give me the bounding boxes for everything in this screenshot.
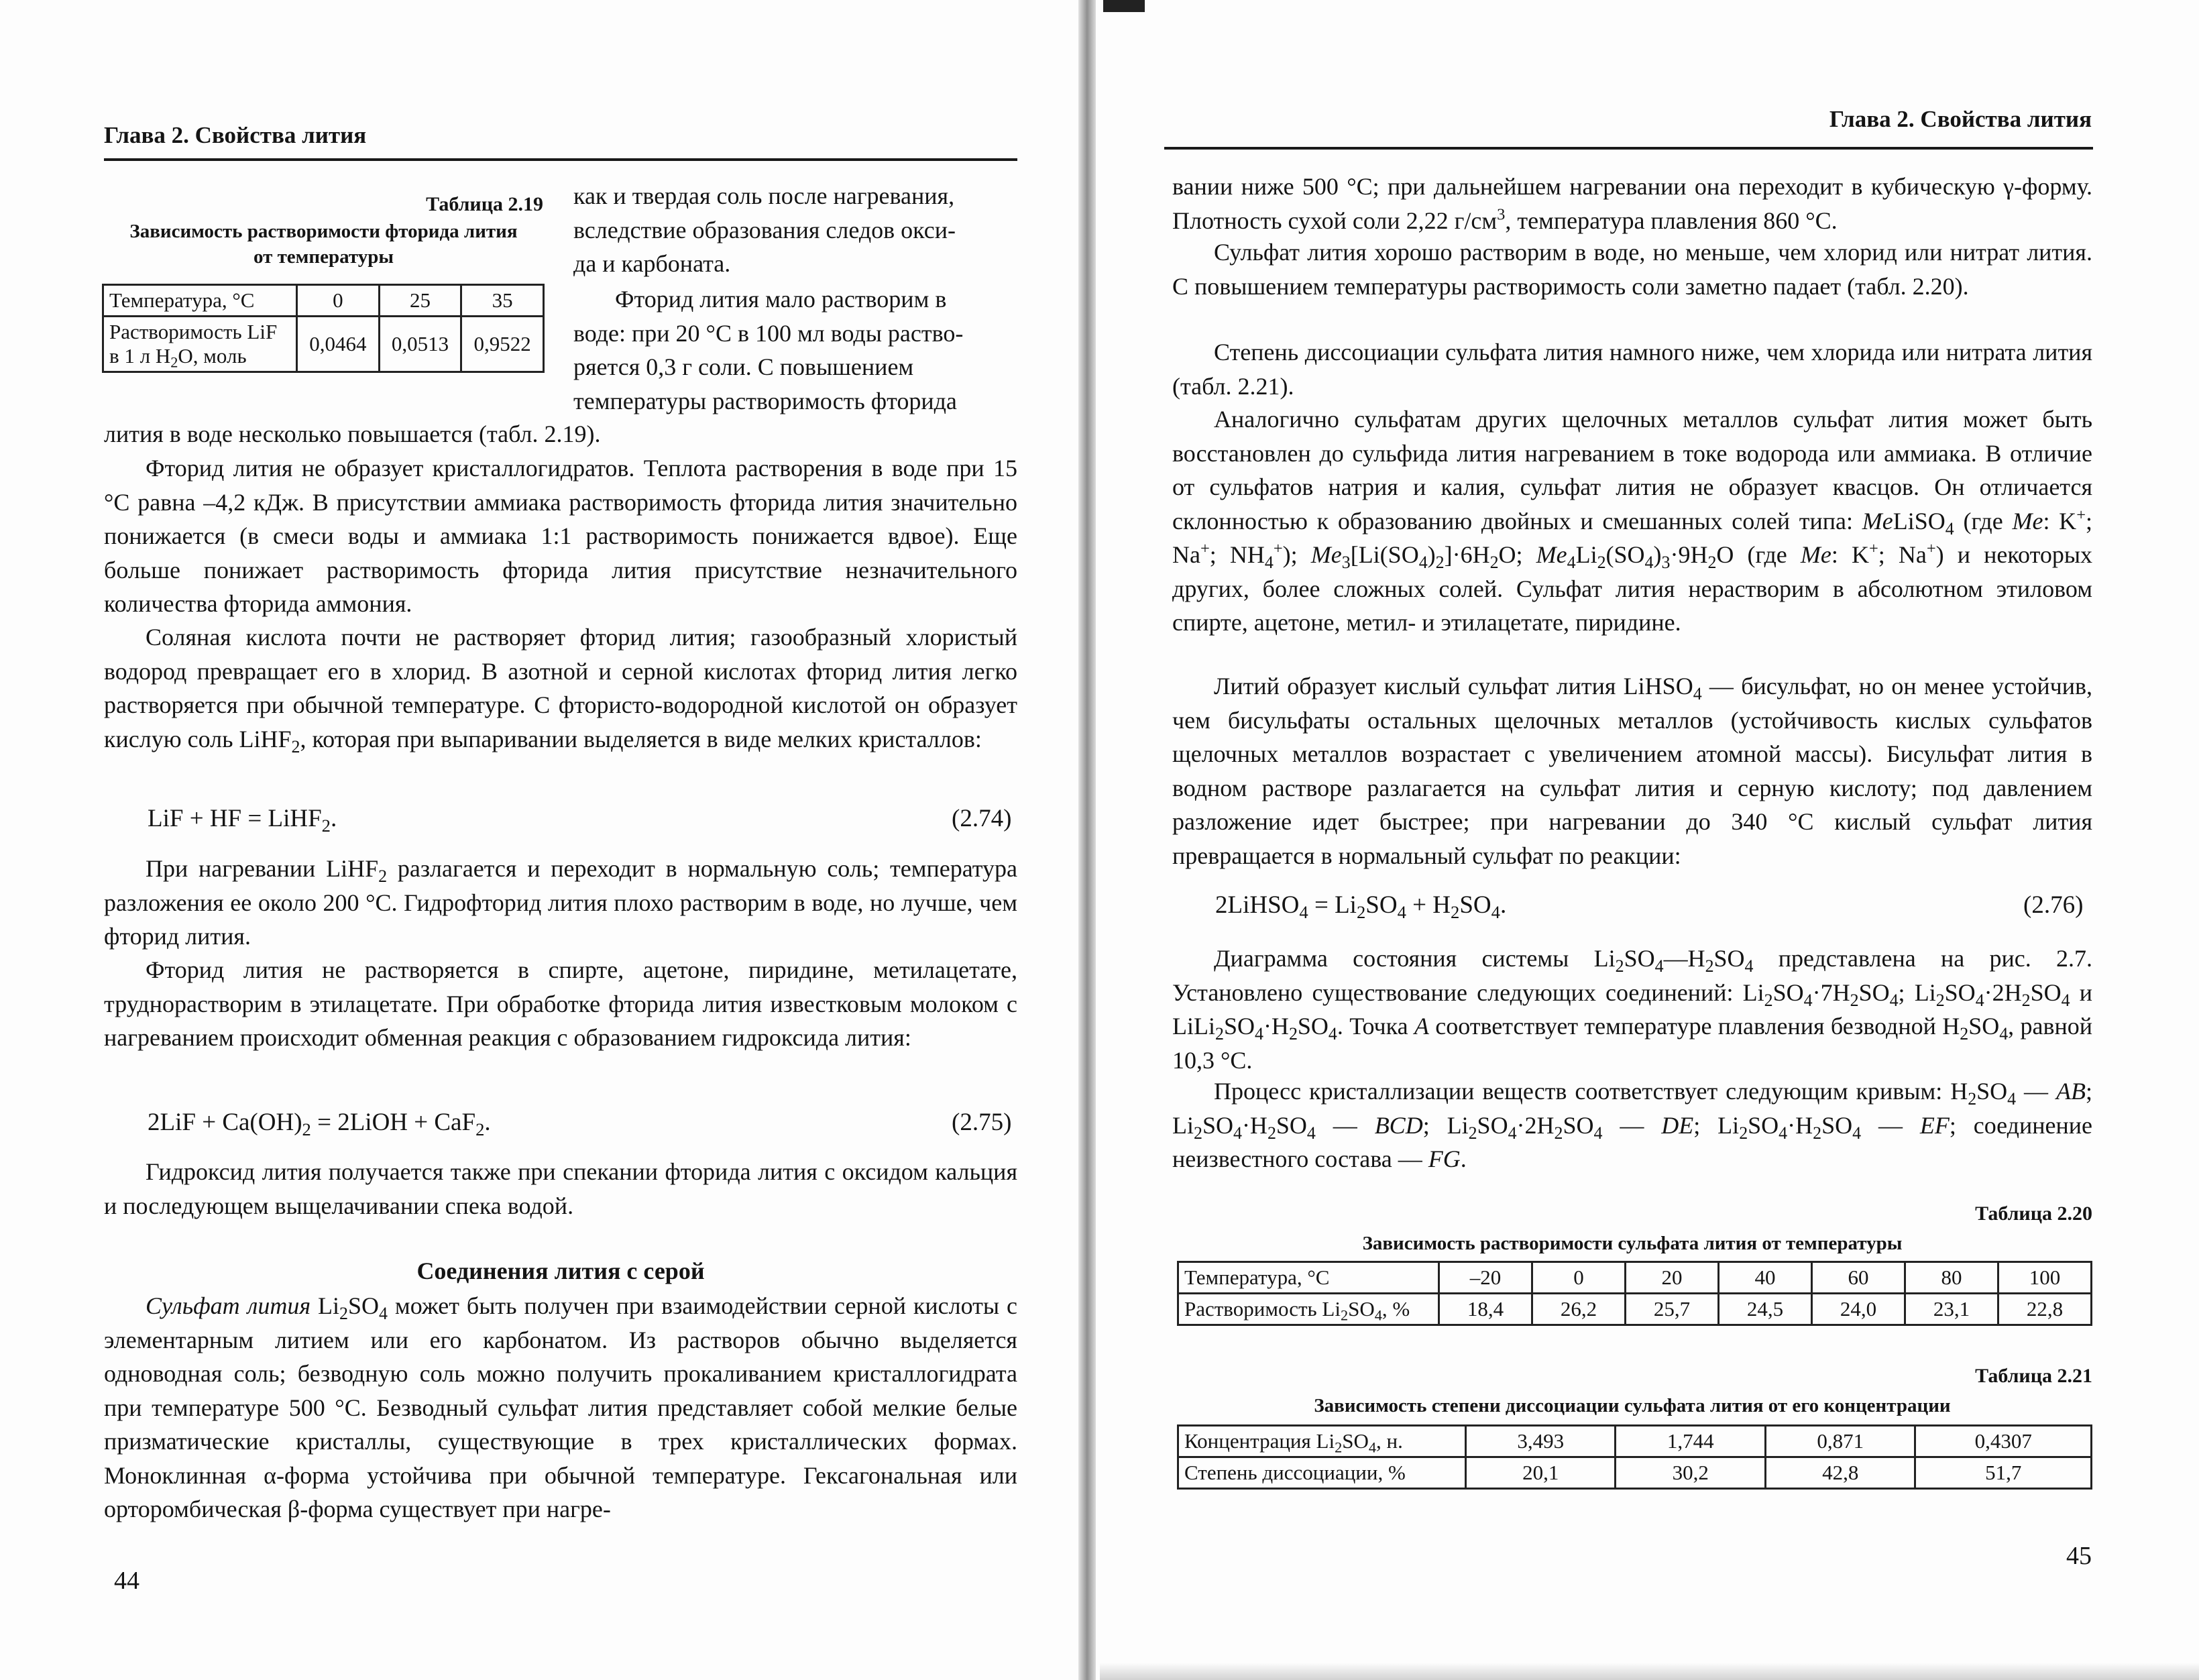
table-cell: 20 <box>1626 1262 1719 1294</box>
text-span: Соляная кислота почти не растворяет фторид лития; газообразный хлористый водород превращает его в хлорид. В азотной и серной кислотах фторид лития легко растворяется при обычной температуре. С фтористо-водородной кислотой он образует кислую соль LiHF <box>104 624 1017 752</box>
equation-2-74-number: (2.74) <box>952 805 1012 832</box>
table-cell: 60 <box>1812 1262 1905 1294</box>
paragraph-r5 <box>1172 669 2092 873</box>
subscript: 4 <box>1889 990 1899 1010</box>
table-cell: 0,0513 <box>379 317 461 372</box>
text-span: SO <box>1968 1013 2000 1040</box>
text-span: ·H <box>1263 1013 1289 1040</box>
subscript: 4 <box>1654 956 1664 976</box>
subscript: 2 <box>1468 1123 1477 1143</box>
text-line: Фторид лития мало растворим в <box>615 286 947 313</box>
text-span: O (где <box>1716 541 1801 568</box>
emphasis: Me <box>1800 541 1831 568</box>
text-span: — <box>2016 1078 2056 1105</box>
text-span: SO <box>1713 945 1745 972</box>
subscript: 4 <box>1233 1123 1242 1143</box>
eq-part: = Li <box>1308 891 1357 919</box>
table-2-19-row1-label: Температура, °C <box>103 285 297 317</box>
table-cell: 0,4307 <box>1915 1426 2092 1457</box>
table-cell: 51,7 <box>1915 1457 2092 1489</box>
text-span: ·H <box>1787 1111 1813 1139</box>
text-span: : K <box>1831 541 1869 568</box>
text-span: SO <box>1276 1111 1307 1139</box>
text-span: ·2H <box>1984 978 2022 1006</box>
text-span: SO <box>1223 1013 1255 1040</box>
text-span: SO <box>1297 1013 1329 1040</box>
subscript: 2 <box>1813 1123 1822 1143</box>
superscript: + <box>2076 506 2086 524</box>
paragraph-r1 <box>1172 170 2092 237</box>
table-cell: 3,493 <box>1466 1426 1616 1457</box>
subscript: 2 <box>1960 1023 1969 1044</box>
table-2-19-title-line2: от температуры <box>253 246 394 268</box>
text-span: SO <box>2030 978 2062 1006</box>
text-span: , которая при выпаривании выделяется в виде мелких кристаллов: <box>300 725 982 752</box>
eq-part: . <box>330 805 337 832</box>
table-cell: 1,744 <box>1616 1426 1765 1457</box>
text-line: да и карбоната. <box>573 250 731 277</box>
eq-part: 2LiF + Ca(OH) <box>148 1109 302 1136</box>
text-span: SO <box>1477 1111 1508 1139</box>
table-cell: 30,2 <box>1616 1457 1765 1489</box>
text-span: , равной 10,3 °C. <box>1172 1013 2092 1074</box>
section-title: Соединения лития с серой <box>416 1257 705 1284</box>
text-span: Li <box>1575 541 1597 568</box>
text-span: SO <box>1821 1111 1853 1139</box>
subscript: 4 <box>1306 1123 1316 1143</box>
subscript: 4 <box>1508 1123 1517 1143</box>
subscript: 2 <box>1489 552 1499 572</box>
text-span: SO <box>1748 1111 1779 1139</box>
emphasis: Me <box>2012 507 2043 535</box>
text-span: SO <box>1624 945 1655 972</box>
equation-2-76 <box>1215 891 1507 922</box>
table-row <box>1178 1457 2092 1489</box>
emphasis: Me <box>1862 507 1893 535</box>
eq-part: SO <box>1459 891 1491 919</box>
subscript: 2 <box>1705 956 1714 976</box>
text-span: (где <box>1954 507 2013 535</box>
emphasis: Me <box>1536 541 1567 568</box>
text-span: , температура плавления 860 °C. <box>1505 207 1838 234</box>
text-span: Процесс кристаллизации веществ соответствует следующим кривым: H <box>1214 1078 1968 1105</box>
superscript: + <box>1868 539 1878 558</box>
superscript: + <box>1926 539 1936 558</box>
text-span: (SO <box>1605 541 1645 568</box>
subscript: 2 <box>1194 1123 1202 1143</box>
text-span: SO <box>1944 978 1976 1006</box>
text-span: ; Li <box>1693 1111 1740 1139</box>
text-span: SO <box>1976 1078 2008 1105</box>
text-span: SO <box>1772 978 1804 1006</box>
text-span: может быть получен при взаимодействии серной кислоты с элементарным литием или его карбонатом. Из растворов обычно выделяется одноводная соль; безводную соль можно получить прокаливанием кристаллогидрата при температуре 500 °C. Безводный сульфат лития представляет собой мелкие белые призматические кристаллы, существующие в трех кристаллических формах. Моноклинная α-форма устойчива при обычной температуре. Гексагональная или орторомбическая β-форма существует при нагре- <box>104 1292 1018 1522</box>
text-span: [Li(SO <box>1350 541 1419 568</box>
subscript: 2 <box>1288 1023 1298 1044</box>
subscript: 2 <box>1850 990 1859 1010</box>
text-span: разлагается и переходит в нормальную соль; температура разложения ее около 200 °C. Гидрофторид лития плохо растворим в воде, но лучше, чем фторид лития. <box>104 855 1018 950</box>
table-2-20-row1-label: Температура, °C <box>1178 1262 1439 1294</box>
subscript: 2 <box>1739 1123 1748 1143</box>
paragraph-3: Фторид лития не образует кристаллогидратов. Теплота растворения в воде при 15 °C равна –4,2 кДж. В присутствии аммиака растворимость фторида лития значительно понижается (в смеси воды и аммиака 1:1 растворимость понижается вдвое). Еще больше понижает растворимость фторида лития присутствие незначительного количества фторида аммония. <box>104 455 1017 617</box>
left-page <box>0 0 1086 1680</box>
subscript: 4 <box>1254 1023 1263 1044</box>
emphasis: A <box>1414 1013 1429 1040</box>
table-2-19 <box>102 284 545 373</box>
subscript: 2 <box>378 866 388 886</box>
paragraph-8 <box>104 1289 1017 1526</box>
right-header-rule <box>1164 147 2093 150</box>
text-line: ряется 0,3 г соли. С повышением <box>573 353 914 380</box>
table-cell: 22,8 <box>1998 1294 2092 1325</box>
table-cell: 80 <box>1905 1262 1998 1294</box>
table-2-21-number: Таблица 2.21 <box>1975 1365 2092 1387</box>
subscript: 4 <box>1299 901 1308 922</box>
subscript: 4 <box>1744 956 1754 976</box>
text-span: LiSO <box>1893 507 1946 535</box>
text-span: ) <box>1427 541 1436 568</box>
paragraph-r3: Степень диссоциации сульфата лития намного ниже, чем хлорида или нитрата лития (табл. 2.21). <box>1172 339 2092 400</box>
text-span: ]·6H <box>1444 541 1490 568</box>
emphasis: BCD <box>1374 1111 1423 1139</box>
left-running-header: Глава 2. Свойства лития <box>104 122 367 148</box>
text-span: ·2H <box>1516 1111 1555 1139</box>
subscript: 4 <box>1264 552 1274 572</box>
paragraph-2 <box>573 282 1017 418</box>
label-part: , % <box>1382 1297 1410 1321</box>
subscript: 2 <box>302 1119 311 1139</box>
table-cell: 26,2 <box>1532 1294 1626 1325</box>
subscript: 2 <box>1435 552 1445 572</box>
text-span: ) <box>1653 541 1662 568</box>
table-row <box>1178 1262 2092 1294</box>
subscript: 2 <box>1335 1439 1343 1456</box>
text-span: ; Li <box>1172 1078 2092 1139</box>
subscript: 2 <box>1707 552 1717 572</box>
subscript: 2 <box>291 736 300 757</box>
subscript: 4 <box>1945 518 1954 539</box>
table-2-19-row2-label <box>103 317 297 372</box>
text-span: ·9H <box>1670 541 1708 568</box>
text-span: При нагревании LiHF <box>146 855 379 882</box>
emphasis: EF <box>1919 1111 1950 1139</box>
table-row <box>103 317 544 372</box>
table-2-21-title: Зависимость степени диссоциации сульфата лития от его концентрации <box>1314 1395 1951 1416</box>
table-2-20-title: Зависимость растворимости сульфата лития от температуры <box>1362 1233 1903 1254</box>
text-span: — бисульфат, но он менее устойчив, чем бисульфаты остальных щелочных металлов (устойчивость кислых сульфатов щелочных металлов возрастает с увеличением атомной массы). Бисульфат лития в водном растворе разлагается на сульфат лития и серную кислоту; под давлением разложение идет быстрее; при нагревании до 340 °C кислый сульфат лития превращается в нормальный сульфат по реакции: <box>1172 673 2092 869</box>
subscript: 4 <box>1779 1123 1788 1143</box>
table-cell: 24,0 <box>1812 1294 1905 1325</box>
subscript: 4 <box>1328 1023 1337 1044</box>
paragraph-r2: Сульфат лития хорошо растворим в воде, но меньше, чем хлорид или нитрат лития. С повышением температуры растворимость соли заметно падает (табл. 2.20). <box>1172 239 2092 300</box>
eq-part: = 2LiOH + CaF <box>311 1109 476 1136</box>
superscript: + <box>1200 539 1210 558</box>
table-cell: 20,1 <box>1466 1457 1616 1489</box>
subscript: 4 <box>1999 1023 2009 1044</box>
subscript: 2 <box>1764 990 1773 1010</box>
equation-2-75-number: (2.75) <box>952 1109 1012 1136</box>
subscript: 2 <box>1597 552 1606 572</box>
subscript: 2 <box>2021 990 2031 1010</box>
table-cell: –20 <box>1439 1262 1532 1294</box>
text-span: SO <box>1563 1111 1594 1139</box>
paragraph-6: Фторид лития не растворяется в спирте, ацетоне, пиридине, метилацетате, труднорастворим в этилацетате. При обработке фторида лития известковым молоком с нагреванием происходит обменная реакция с образованием гидроксида лития: <box>104 956 1017 1051</box>
subscript: 4 <box>1418 552 1428 572</box>
subscript: 4 <box>1693 683 1702 704</box>
paragraph-4 <box>104 620 1017 756</box>
eq-part: . <box>484 1109 491 1136</box>
table-cell: 0,871 <box>1765 1426 1915 1457</box>
table-2-21-row2-label: Степень диссоциации, % <box>1178 1457 1466 1489</box>
eq-part: LiF + HF = LiHF <box>148 805 322 832</box>
subscript: 2 <box>1340 1306 1349 1324</box>
subscript: 2 <box>1554 1123 1563 1143</box>
subscript: 2 <box>1451 901 1460 922</box>
text-span: O; <box>1498 541 1536 568</box>
paragraph-r6: Диаграмма состояния системы $Li_2SO_4—H_2SO_4$ представлена на рис. 2.7. Установлено существование следующих соединений: $Li_2SO_4\cdot 7H_2SO_4$; $Li_2SO_4\cdot 2H_2SO_4$ и $LiLi_2SO_4\cdot H_2SO_4$. Точка A соответствует температуре плавления безводной $H_2SO_4$, равной 10,3 °C. <box>1172 945 2092 1074</box>
table-row <box>1178 1426 2092 1457</box>
text-span: — <box>1315 1111 1375 1139</box>
table-cell: 40 <box>1719 1262 1812 1294</box>
subscript: 2 <box>321 815 331 836</box>
text-span: Диаграмма состояния системы Li <box>1214 945 1616 972</box>
text-span: Li <box>311 1292 340 1319</box>
subscript: 4 <box>1593 1123 1603 1143</box>
subscript: 4 <box>1397 901 1406 922</box>
text-span: ; Li <box>1898 978 1936 1006</box>
table-cell: 24,5 <box>1719 1294 1812 1325</box>
label-part: Растворимость Li <box>1184 1297 1341 1321</box>
subscript: 4 <box>1803 990 1813 1010</box>
table-cell: 25,7 <box>1626 1294 1719 1325</box>
table-cell: 0,0464 <box>297 317 380 372</box>
text-span: и Li <box>1172 978 2092 1040</box>
text-span: — <box>1861 1111 1920 1139</box>
eq-part: 2LiHSO <box>1215 891 1300 919</box>
emphasis: DE <box>1661 1111 1694 1139</box>
subscript: 4 <box>1368 1439 1377 1456</box>
text-span: SO <box>1202 1111 1233 1139</box>
right-running-header: Глава 2. Свойства лития <box>1829 106 2092 132</box>
label-part: Концентрация Li <box>1184 1429 1335 1453</box>
text-span: — <box>1602 1111 1662 1139</box>
text-span: : K <box>2043 507 2077 535</box>
table-cell: 35 <box>461 285 544 317</box>
table-2-21-row1-label <box>1178 1426 1466 1457</box>
text-span: SO <box>347 1292 380 1319</box>
table-cell: 18,4 <box>1439 1294 1532 1325</box>
table-cell: 100 <box>1998 1262 2092 1294</box>
subscript: 4 <box>1852 1123 1862 1143</box>
label-part: O, моль <box>178 344 247 368</box>
text-span: Аналогично сульфатам других щелочных металлов сульфат лития может быть восстановлен до сульфида лития нагреванием в токе водорода или аммиака. В отличие от сульфатов натрия и калия, сульфат лития не образует квасцов. Он отличается склонностью к образованию двойных и смешанных солей типа: <box>1172 406 2092 535</box>
text-span: ; Na <box>1172 507 2093 568</box>
emphasis: AB <box>2056 1078 2086 1105</box>
subscript: 2 <box>339 1303 348 1323</box>
subscript: 4 <box>1567 552 1576 572</box>
text-span: ) и некоторых других, более сложных солей. Сульфат лития нерастворим в абсолютном этиловом спирте, ацетоне, метил- и этилацетате, пиридине. <box>1172 541 2093 636</box>
subscript: 4 <box>1374 1306 1382 1324</box>
paragraph-r4 <box>1172 402 2092 640</box>
subscript: 2 <box>1267 1123 1276 1143</box>
table-cell: 42,8 <box>1765 1457 1915 1489</box>
eq-part: SO <box>1365 891 1398 919</box>
text-line: вследствие образования следов окси- <box>573 216 956 243</box>
table-row <box>1178 1294 2092 1325</box>
equation-2-76-number: (2.76) <box>2023 891 2084 919</box>
text-line: воде: при 20 °C в 100 мл воды раство- <box>573 319 964 347</box>
emphasis: Me <box>1310 541 1342 568</box>
text-span: ·7H <box>1812 978 1850 1006</box>
text-span: ; соединение неизвестного состава — <box>1172 1111 2093 1172</box>
subscript: 4 <box>379 1303 388 1323</box>
eq-part: . <box>1500 891 1507 919</box>
paragraph-2-end: лития в воде несколько повышается (табл. 2.19). <box>104 421 601 447</box>
subscript: 2 <box>1968 1088 1977 1109</box>
paragraph-r7 <box>1172 1074 2092 1176</box>
emphasis: FG <box>1428 1145 1461 1172</box>
table-2-21 <box>1177 1424 2092 1490</box>
paragraph-7: Гидроксид лития получается также при спекании фторида лития с оксидом кальция и последующем выщелачивании спека водой. <box>104 1158 1017 1219</box>
page-number-left: 44 <box>114 1567 139 1595</box>
text-span: Литий образует кислый сульфат лития LiHSO <box>1214 673 1693 699</box>
table-cell: 23,1 <box>1905 1294 1998 1325</box>
text-span: ); <box>1282 541 1311 568</box>
label-part: в 1 л H <box>109 344 171 368</box>
text-span: SO <box>1858 978 1890 1006</box>
subscript: 2 <box>1215 1023 1224 1044</box>
subscript: 4 <box>2061 990 2070 1010</box>
table-2-19-title-line1: Зависимость растворимости фторида лития <box>129 221 518 242</box>
eq-part: + H <box>1406 891 1451 919</box>
subscript: 4 <box>1491 901 1500 922</box>
text-span: . <box>1460 1145 1467 1172</box>
text-line: температуры растворимость фторида <box>573 387 957 414</box>
label-part: SO <box>1348 1297 1375 1321</box>
table-cell: 0 <box>297 285 380 317</box>
subscript: 4 <box>1644 552 1654 572</box>
text-span: ·H <box>1241 1111 1267 1139</box>
subscript: 2 <box>1615 956 1624 976</box>
subscript: 2 <box>1356 901 1366 922</box>
table-cell: 0,9522 <box>461 317 544 372</box>
text-span: ; NH <box>1209 541 1265 568</box>
left-header-rule <box>104 158 1017 161</box>
table-row <box>103 285 544 317</box>
text-line: как и твердая соль после нагревания, <box>573 182 955 209</box>
subscript: 4 <box>1975 990 1984 1010</box>
text-span: ; Na <box>1878 541 1927 568</box>
text-span: . Точка <box>1337 1013 1414 1040</box>
table-2-19-number: Таблица 2.19 <box>426 193 543 215</box>
subscript: 2 <box>1935 990 1945 1010</box>
page-number-right: 45 <box>2066 1542 2092 1570</box>
subscript: 2 <box>170 353 178 371</box>
text-span: соответствует температуре плавления безводной H <box>1428 1013 1960 1040</box>
superscript: + <box>1273 539 1283 558</box>
paragraph-1 <box>573 179 1017 281</box>
subscript: 3 <box>1661 552 1671 572</box>
table-2-20-row2-label <box>1178 1294 1439 1325</box>
text-span: вании ниже 500 °C; при дальнейшем нагревании она переходит в кубическую γ-форму. Плотность сухой соли 2,22 г/см <box>1172 173 2092 234</box>
table-2-20 <box>1177 1261 2092 1326</box>
label-part: , н. <box>1376 1429 1403 1453</box>
equation-2-75 <box>148 1108 491 1137</box>
text-span: представлена на рис. 2.7. Установлено существование следующих соединений: Li <box>1172 945 2092 1006</box>
subscript: 2 <box>475 1119 485 1139</box>
equation-2-74 <box>148 804 337 836</box>
table-cell: 0 <box>1532 1262 1626 1294</box>
right-page <box>1086 0 2199 1680</box>
table-2-20-number: Таблица 2.20 <box>1975 1202 2092 1225</box>
text-span: ; Li <box>1422 1111 1469 1139</box>
table-2-19-title <box>104 219 543 270</box>
text-span: —H <box>1663 945 1705 972</box>
label-part: SO <box>1342 1429 1369 1453</box>
emphasis: Сульфат лития <box>146 1292 311 1319</box>
paragraph-5 <box>104 852 1017 954</box>
table-cell: 25 <box>379 285 461 317</box>
superscript: 3 <box>1497 205 1506 224</box>
subscript: 4 <box>2007 1088 2017 1109</box>
subscript: 3 <box>1341 552 1351 572</box>
label-part: Растворимость LiF <box>109 320 278 343</box>
